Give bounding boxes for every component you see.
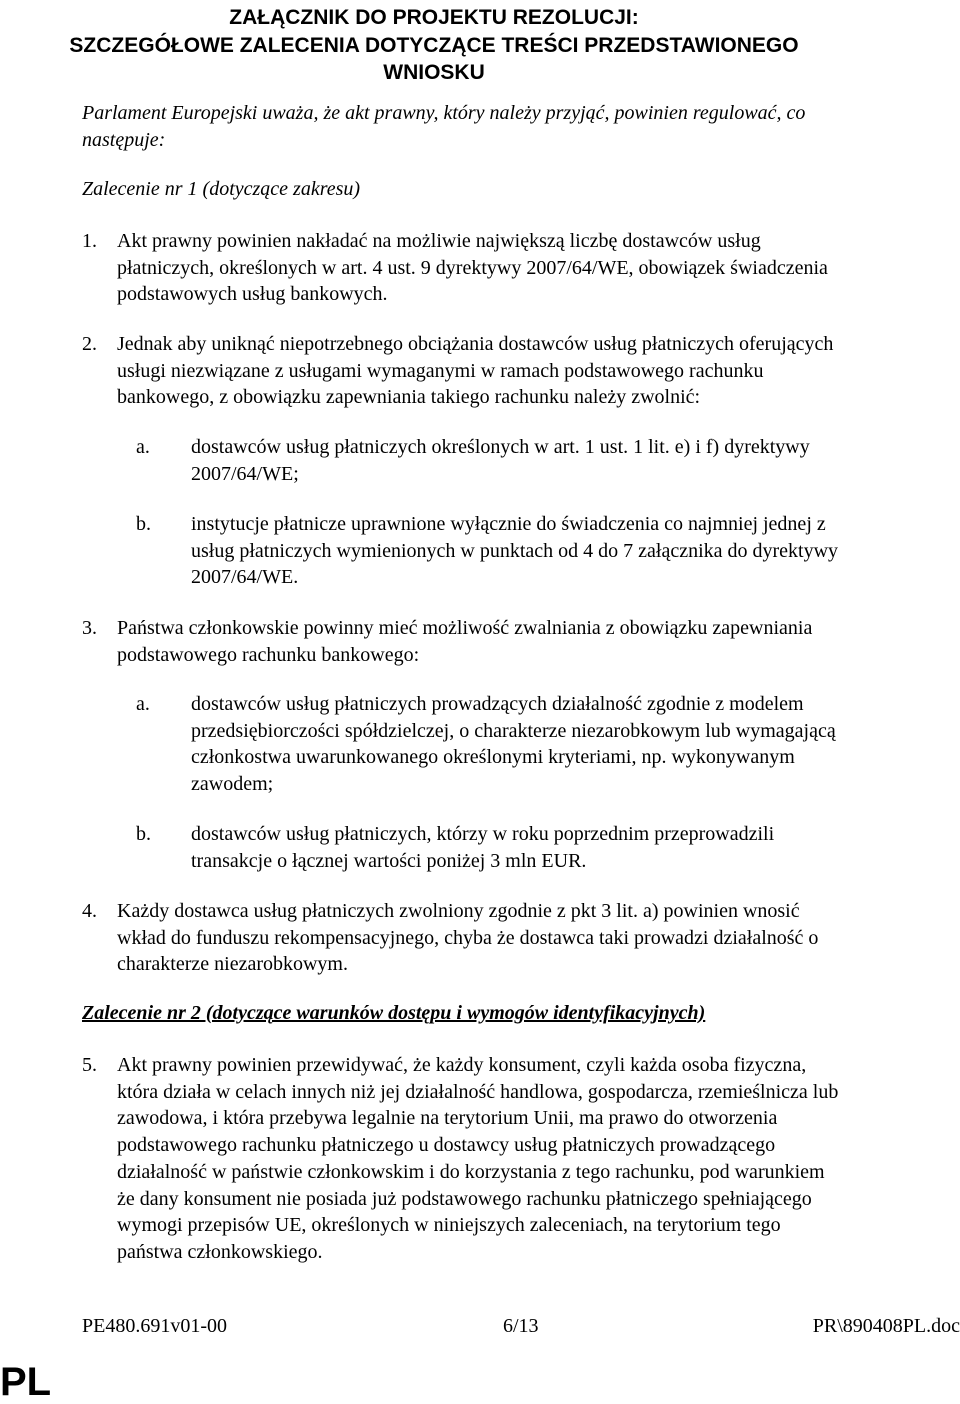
sub-item-label: a. — [136, 693, 150, 715]
sub-item-label: a. — [136, 436, 150, 458]
intro-line: Parlament Europejski uważa, że akt prawny, który należy przyjąć, powinien regulować, co — [82, 102, 806, 124]
item-line: Państwa członkowskie powinny mieć możliwość zwalniania z obowiązku zapewniania — [117, 617, 813, 639]
recommendation-2-heading-text: Zalecenie nr 2 (dotyczące warunków dostępu i wymogów identyfikacyjnych) — [82, 1002, 706, 1024]
item-number: 1. — [82, 230, 97, 252]
item-line: zawodowa, i która przebywa legalnie na terytorium Unii, ma prawo do otworzenia — [117, 1107, 778, 1130]
title-line: ZAŁĄCZNIK DO PROJEKTU REZOLUCJI: — [229, 6, 639, 29]
sub-item-label: b. — [136, 513, 151, 535]
item-line: wymogi przepisów UE, określonych w niniejszych zaleceniach, na terytorium tego — [117, 1214, 781, 1237]
item-line: Akt prawny powinien nakładać na możliwie największą liczbę dostawców usług — [117, 230, 761, 252]
item-line: która działa w celach innych niż jej działalność handlowa, gospodarcza, rzemieślnicza lub — [117, 1080, 839, 1103]
recommendation-2-heading — [82, 1000, 952, 1027]
sub-item-line: usług płatniczych wymienionych w punktach od 4 do 7 załącznika do dyrektywy — [191, 539, 839, 562]
item-line: wkład do funduszu rekompensacyjnego, chyba że dostawca taki prowadzi działalność o — [117, 926, 819, 949]
recommendation-1-heading: Zalecenie nr 1 (dotyczące zakresu) — [82, 178, 361, 200]
item-number: 4. — [82, 900, 97, 922]
item-line: Jednak aby uniknąć niepotrzebnego obciążania dostawców usług płatniczych oferujących — [117, 333, 834, 355]
item-line: działalność w państwie członkowskim i do korzystania z tego rachunku, pod warunkiem — [117, 1160, 825, 1183]
sub-item-line: 2007/64/WE. — [191, 566, 299, 589]
sub-item-line: dostawców usług płatniczych określonych w art. 1 ust. 1 lit. e) i f) dyrektywy — [191, 436, 810, 458]
item-line: usługi niezwiązane z usługami wymaganymi w ramach podstawowego rachunku — [117, 359, 764, 382]
item-line: Każdy dostawca usług płatniczych zwolniony zgodnie z pkt 3 lit. a) powinien wnosić — [117, 900, 800, 922]
footer-document-name: PR\890408PL.doc — [812, 1315, 960, 1337]
item-line: że dany konsument nie posiada już podstawowego rachunku płatniczego spełniającego — [117, 1187, 812, 1210]
footer-page-number: 6/13 — [503, 1315, 539, 1337]
item-line: płatniczych, określonych w art. 4 ust. 9 dyrektywy 2007/64/WE, obowiązek świadczenia — [117, 256, 828, 279]
item-number: 3. — [82, 617, 97, 639]
sub-item-line: zawodem; — [191, 773, 274, 796]
document-title — [0, 4, 868, 87]
language-label: PL — [0, 1360, 52, 1404]
sub-item-line: członkostwa uwarunkowanego określonymi kryteriami, np. wykonywanym — [191, 746, 795, 769]
title-line: WNIOSKU — [383, 61, 485, 84]
sub-item-line: transakcje o łącznej wartości poniżej 3 mln EUR. — [191, 849, 587, 872]
intro-line: następuje: — [82, 129, 166, 151]
sub-item-line: 2007/64/WE; — [191, 462, 299, 485]
item-line: podstawowego rachunku bankowego: — [117, 643, 420, 666]
sub-item-line: instytucje płatnicze uprawnione wyłącznie do świadczenia co najmniej jednej z — [191, 513, 826, 535]
sub-item-line: dostawców usług płatniczych, którzy w roku poprzednim przeprowadzili — [191, 823, 775, 845]
sub-item-line: dostawców usług płatniczych prowadzących działalność zgodnie z modelem — [191, 693, 804, 715]
sub-item-label: b. — [136, 823, 151, 845]
item-number: 2. — [82, 333, 97, 355]
title-line: SZCZEGÓŁOWE ZALECENIA DOTYCZĄCE TREŚCI PRZEDSTAWIONEGO — [69, 33, 799, 57]
item-line: podstawowego rachunku płatniczego u dostawcy usług płatniczych prowadzącego — [117, 1134, 776, 1157]
item-line: charakterze niezarobkowym. — [117, 953, 348, 976]
item-line: państwa członkowskiego. — [117, 1240, 323, 1263]
item-line: podstawowych usług bankowych. — [117, 283, 388, 306]
intro-paragraph — [82, 100, 942, 154]
item-line: bankowego, z obowiązku zapewniania takiego rachunku należy zwolnić: — [117, 386, 701, 409]
footer-reference: PE480.691v01-00 — [82, 1315, 227, 1337]
item-line: Akt prawny powinien przewidywać, że każdy konsument, czyli każda osoba fizyczna, — [117, 1054, 807, 1076]
sub-item-line: przedsiębiorczości spółdzielczej, o charakterze niezarobkowym lub wymagającą — [191, 719, 836, 742]
item-number: 5. — [82, 1054, 97, 1076]
